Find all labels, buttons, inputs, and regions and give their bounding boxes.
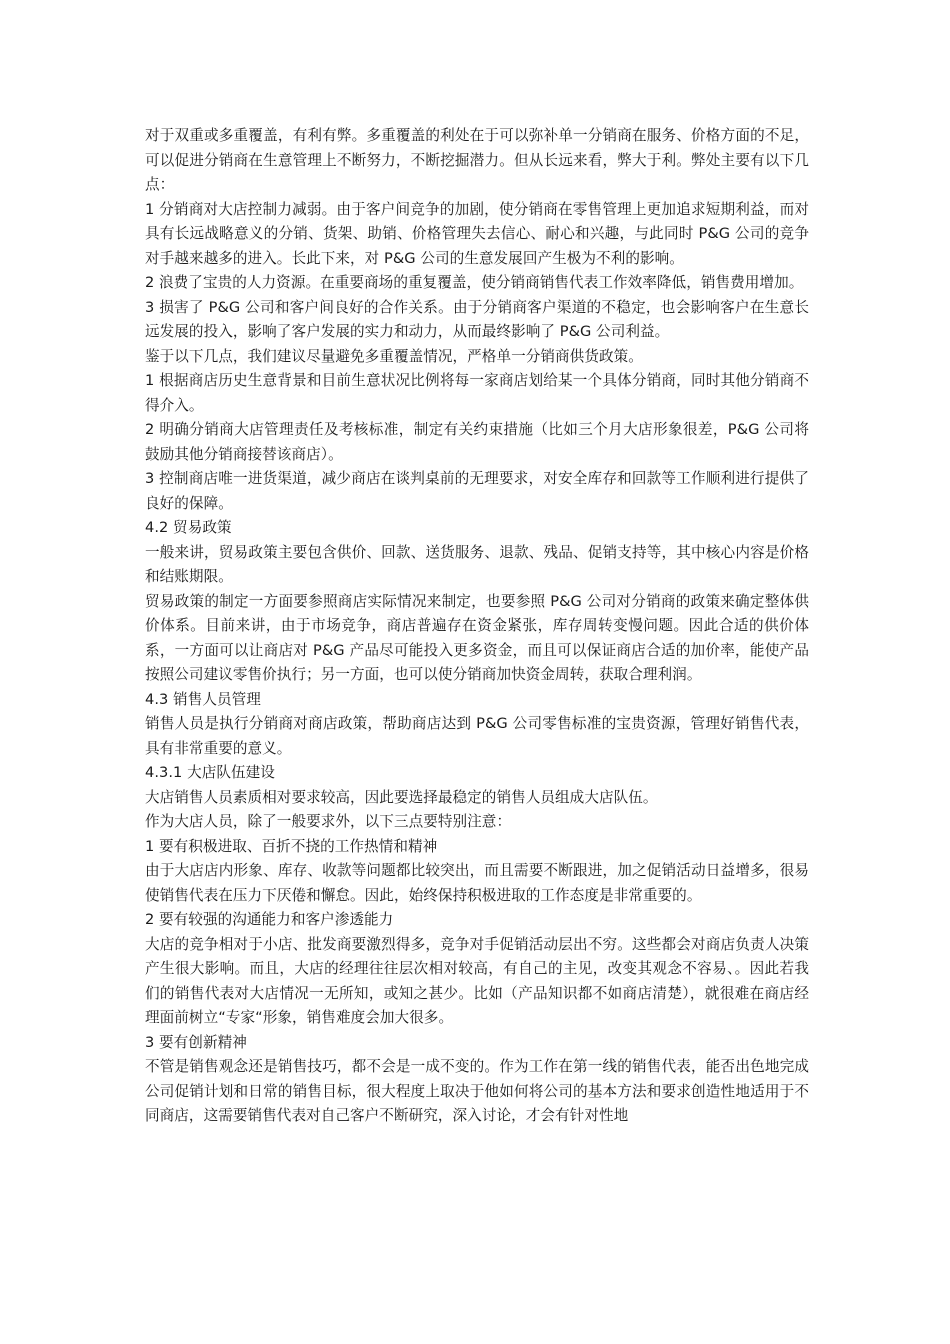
paragraph-drawback-3: 3 损害了 P&G 公司和客户间良好的合作关系。由于分销商客户渠道的不稳定，也会影响客户在生意长远发展的投入，影响了客户发展的实力和动力，从而最终影响了 P&G 公司利益。: [145, 298, 809, 340]
paragraph-sales-staff: 销售人员是执行分销商对商店政策，帮助商店达到 P&G 公司零售标准的宝贵资源，管理好销售代表，具有非常重要的意义。: [145, 715, 809, 757]
requirement-heading-2: 2 要有较强的沟通能力和客户渗透能力: [145, 911, 394, 928]
paragraph-intro: 对于双重或多重覆盖，有利有弊。多重覆盖的利处在于可以弥补单一分销商在服务、价格方面的不足，可以促进分销商在生意管理上不断努力，不断挖掘潜力。但从长远来看，弊大于利。弊处主要有以下几点：: [145, 127, 809, 193]
document-body: [145, 124, 809, 1129]
paragraph-measure-3: 3 控制商店唯一进货渠道，减少商店在谈判桌前的无理要求，对安全库存和回款等工作顺利进行提供了良好的保障。: [145, 470, 809, 512]
section-heading-4-3: 4.3 销售人员管理: [145, 690, 261, 708]
requirement-heading-3: 3 要有创新精神: [145, 1033, 247, 1051]
paragraph-measure-2: 2 明确分销商大店管理责任及考核标准，制定有关约束措施（比如三个月大店形象很差，P&G 公司将鼓励其他分销商接替该商店）。: [145, 421, 809, 463]
paragraph-requirement-2: 大店的竞争相对于小店、批发商要激烈得多，竞争对手促销活动层出不穷。这些都会对商店负责人决策产生很大影响。而且，大店的经理往往层次相对较高，有自己的主见，改变其观念不容易、。因此若我们的销售代表对大店情况一无所知，或知之甚少。比如（产品知识都不如商店清楚），就很难在商店经理面前树立“专家“形象，销售难度会加大很多。: [145, 935, 809, 1026]
requirement-heading-1: 1 要有积极进取、百折不挠的工作热情和精神: [145, 837, 438, 855]
paragraph-requirement-3: 不管是销售观念还是销售技巧，都不会是一成不变的。作为工作在第一线的销售代表，能否出色地完成公司促销计划和日常的销售目标，很大程度上取决于他如何将公司的基本方法和要求创造性地适用于不同商店，这需要销售代表对自己客户不断研究，深入讨论，才会有针对性地: [145, 1058, 809, 1124]
paragraph-drawback-1: 1 分销商对大店控制力减弱。由于客户间竞争的加剧，使分销商在零售管理上更加追求短期利益，而对具有长远战略意义的分销、货架、助销、价格管理失去信心、耐心和兴趣，与此同时 P&G 公司的竞争对手越来越多的进入。长此下来，对 P&G 公司的生意发展回产生极为不利的影响。: [145, 200, 809, 267]
section-heading-4-3-1: 4.3.1 大店队伍建设: [145, 764, 275, 781]
paragraph-requirements-intro: 作为大店人员，除了一般要求外，以下三点要特别注意：: [145, 813, 512, 830]
paragraph-trade-policy-2: 贸易政策的制定一方面要参照商店实际情况来制定，也要参照 P&G 公司对分销商的政策来确定整体供价体系。目前来讲，由于市场竞争，商店普遍存在资金紧张，库存周转变慢问题。因此合适的供价体系，一方面可以让商店对 P&G 产品尽可能投入更多资金，而且可以保证商店合适的加价率，能使产品按照公司建议零售价执行；另一方面，也可以使分销商加快资金周转，获取合理利润。: [145, 592, 809, 683]
paragraph-measure-1: 1 根据商店历史生意背景和目前生意状况比例将每一家商店划给某一个具体分销商，同时其他分销商不得介入。: [145, 372, 809, 414]
paragraph-recommendation: 鉴于以下几点，我们建议尽量避免多重覆盖情况，严格单一分销商供货政策。: [145, 347, 643, 365]
section-heading-4-2: 4.2 贸易政策: [145, 519, 232, 536]
paragraph-requirement-1: 由于大店店内形象、库存、收款等问题都比较突出，而且需要不断跟进，加之促销活动日益增多，很易使销售代表在压力下厌倦和懈怠。因此，始终保持积极进取的工作态度是非常重要的。: [145, 862, 809, 904]
paragraph-trade-policy-1: 一般来讲，贸易政策主要包含供价、回款、送货服务、退款、残品、促销支持等，其中核心内容是价格和结账期限。: [145, 543, 809, 585]
paragraph-team-building: 大店销售人员素质相对要求较高，因此要选择最稳定的销售人员组成大店队伍。: [145, 788, 658, 806]
paragraph-drawback-2: 2 浪费了宝贵的人力资源。在重要商场的重复覆盖，使分销商销售代表工作效率降低，销售费用增加。: [145, 274, 804, 291]
